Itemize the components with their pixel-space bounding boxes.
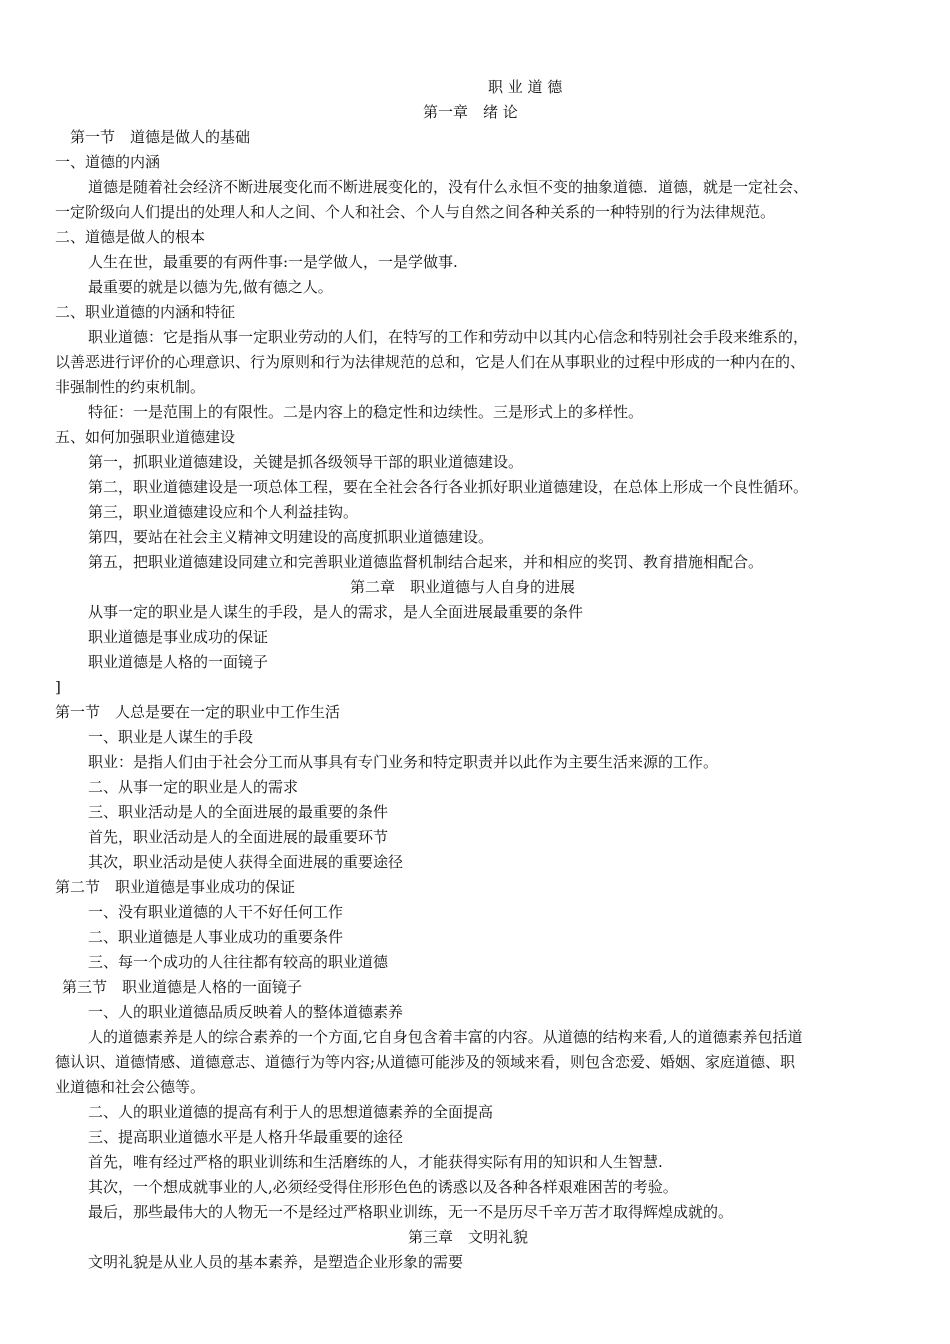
item-heading: 一、职业是人谋生的手段 [88,728,254,746]
paragraph-line: 职业：是指人们由于社会分工而从事具有专门业务和特定职责并以此作为主要生活来源的工作。 [88,753,719,771]
item-heading: 二、从事一定的职业是人的需求 [88,778,299,796]
paragraph-line: 文明礼貌是从业人员的基本素养，是塑造企业形象的需要 [88,1253,464,1271]
paragraph-line: 职业道德是人格的一面镜子 [88,653,269,671]
paragraph-line: 职业道德：它是指从事一定职业劳动的人们，在特写的工作和劳动中以其内心信念和特别社会手段来维系的， [88,328,809,346]
paragraph-line: 一定阶级向人们提出的处理人和人之间、个人和社会、个人与自然之间各种关系的一种特别的行为法律规范。 [55,203,776,221]
paragraph-line: 以善恶进行评价的心理意识、行为原则和行为法律规范的总和，它是人们在从事职业的过程中形成的一种内在的、 [55,353,806,371]
paragraph-line: 第三，职业道德建设应和个人利益挂钩。 [88,503,359,521]
document-title: 职 业 道 德 [488,78,563,96]
item-heading: 一、没有职业道德的人干不好任何工作 [88,903,344,921]
item-heading: 一、道德的内涵 [55,153,161,171]
section-heading: 第三节 职业道德是人格的一面镜子 [62,978,303,996]
item-heading: 三、职业活动是人的全面进展的最重要的条件 [88,803,389,821]
bracket-mark: ] [55,678,61,696]
paragraph-line: 第四，要站在社会主义精神文明建设的高度抓职业道德建设。 [88,528,494,546]
paragraph-line: 第五，把职业道德建设同建立和完善职业道德监督机制结合起来，并和相应的奖罚、教育措施相配合。 [88,553,764,571]
paragraph-line: 职业道德是事业成功的保证 [88,628,269,646]
item-heading: 五、如何加强职业道德建设 [55,428,236,446]
item-heading: 二、道德是做人的根本 [55,228,206,246]
paragraph-line: 首先，职业活动是人的全面进展的最重要环节 [88,828,389,846]
section-heading: 第一节 人总是要在一定的职业中工作生活 [55,703,341,721]
paragraph-line: 人的道德素养是人的综合素养的一个方面,它自身包含着丰富的内容。从道德的结构来看,人的道德素养包括道 [88,1028,803,1046]
paragraph-line: 首先，唯有经过严格的职业训练和生活磨练的人，才能获得实际有用的知识和人生智慧. [88,1153,663,1171]
section-heading: 第一节 道德是做人的基础 [70,128,251,146]
paragraph-line: 人生在世，最重要的有两件事:一是学做人，一是学做事. [88,253,458,271]
item-heading: 二、职业道德是人事业成功的重要条件 [88,928,344,946]
paragraph-line: 业道德和社会公德等。 [55,1078,206,1096]
section-heading: 第二节 职业道德是事业成功的保证 [55,878,296,896]
item-heading: 一、人的职业道德品质反映着人的整体道德素养 [88,1003,404,1021]
chapter-heading: 第一章 绪 论 [423,103,518,121]
chapter-heading: 第二章 职业道德与人自身的进展 [350,578,576,596]
item-heading: 二、职业道德的内涵和特征 [55,303,236,321]
paragraph-line: 第二，职业道德建设是一项总体工程，要在全社会各行各业抓好职业道德建设，在总体上形成一个良性循环。 [88,478,809,496]
paragraph-line: 最重要的就是以德为先,做有德之人。 [88,278,333,296]
paragraph-line: 第一，抓职业道德建设，关键是抓各级领导干部的职业道德建设。 [88,453,524,471]
paragraph-line: 最后，那些最伟大的人物无一不是经过严格职业训练，无一不是历尽千辛万苦才取得辉煌成就的。 [88,1203,734,1221]
paragraph-line: 特征：一是范围上的有限性。二是内容上的稳定性和边续性。三是形式上的多样性。 [88,403,644,421]
chapter-heading: 第三章 文明礼貌 [408,1228,529,1246]
item-heading: 二、人的职业道德的提高有利于人的思想道德素养的全面提高 [88,1103,494,1121]
paragraph-line: 德认识、道德情感、道德意志、道德行为等内容;从道德可能涉及的领域来看，则包含恋爱、婚姻、家庭道德、职 [55,1053,796,1071]
paragraph-line: 其次，一个想成就事业的人,必须经受得住形形色色的诱惑以及各种各样艰难困苦的考验。 [88,1178,678,1196]
paragraph-line: 非强制性的约束机制。 [55,378,206,396]
paragraph-line: 道德是随着社会经济不断进展变化而不断进展变化的，没有什么永恒不变的抽象道德．道德，就是一定社会、 [88,178,809,196]
item-heading: 三、提高职业道德水平是人格升华最重要的途径 [88,1128,404,1146]
paragraph-line: 其次，职业活动是使人获得全面进展的重要途径 [88,853,404,871]
paragraph-line: 从事一定的职业是人谋生的手段，是人的需求，是人全面进展最重要的条件 [88,603,584,621]
item-heading: 三、每一个成功的人往往都有较高的职业道德 [88,953,389,971]
